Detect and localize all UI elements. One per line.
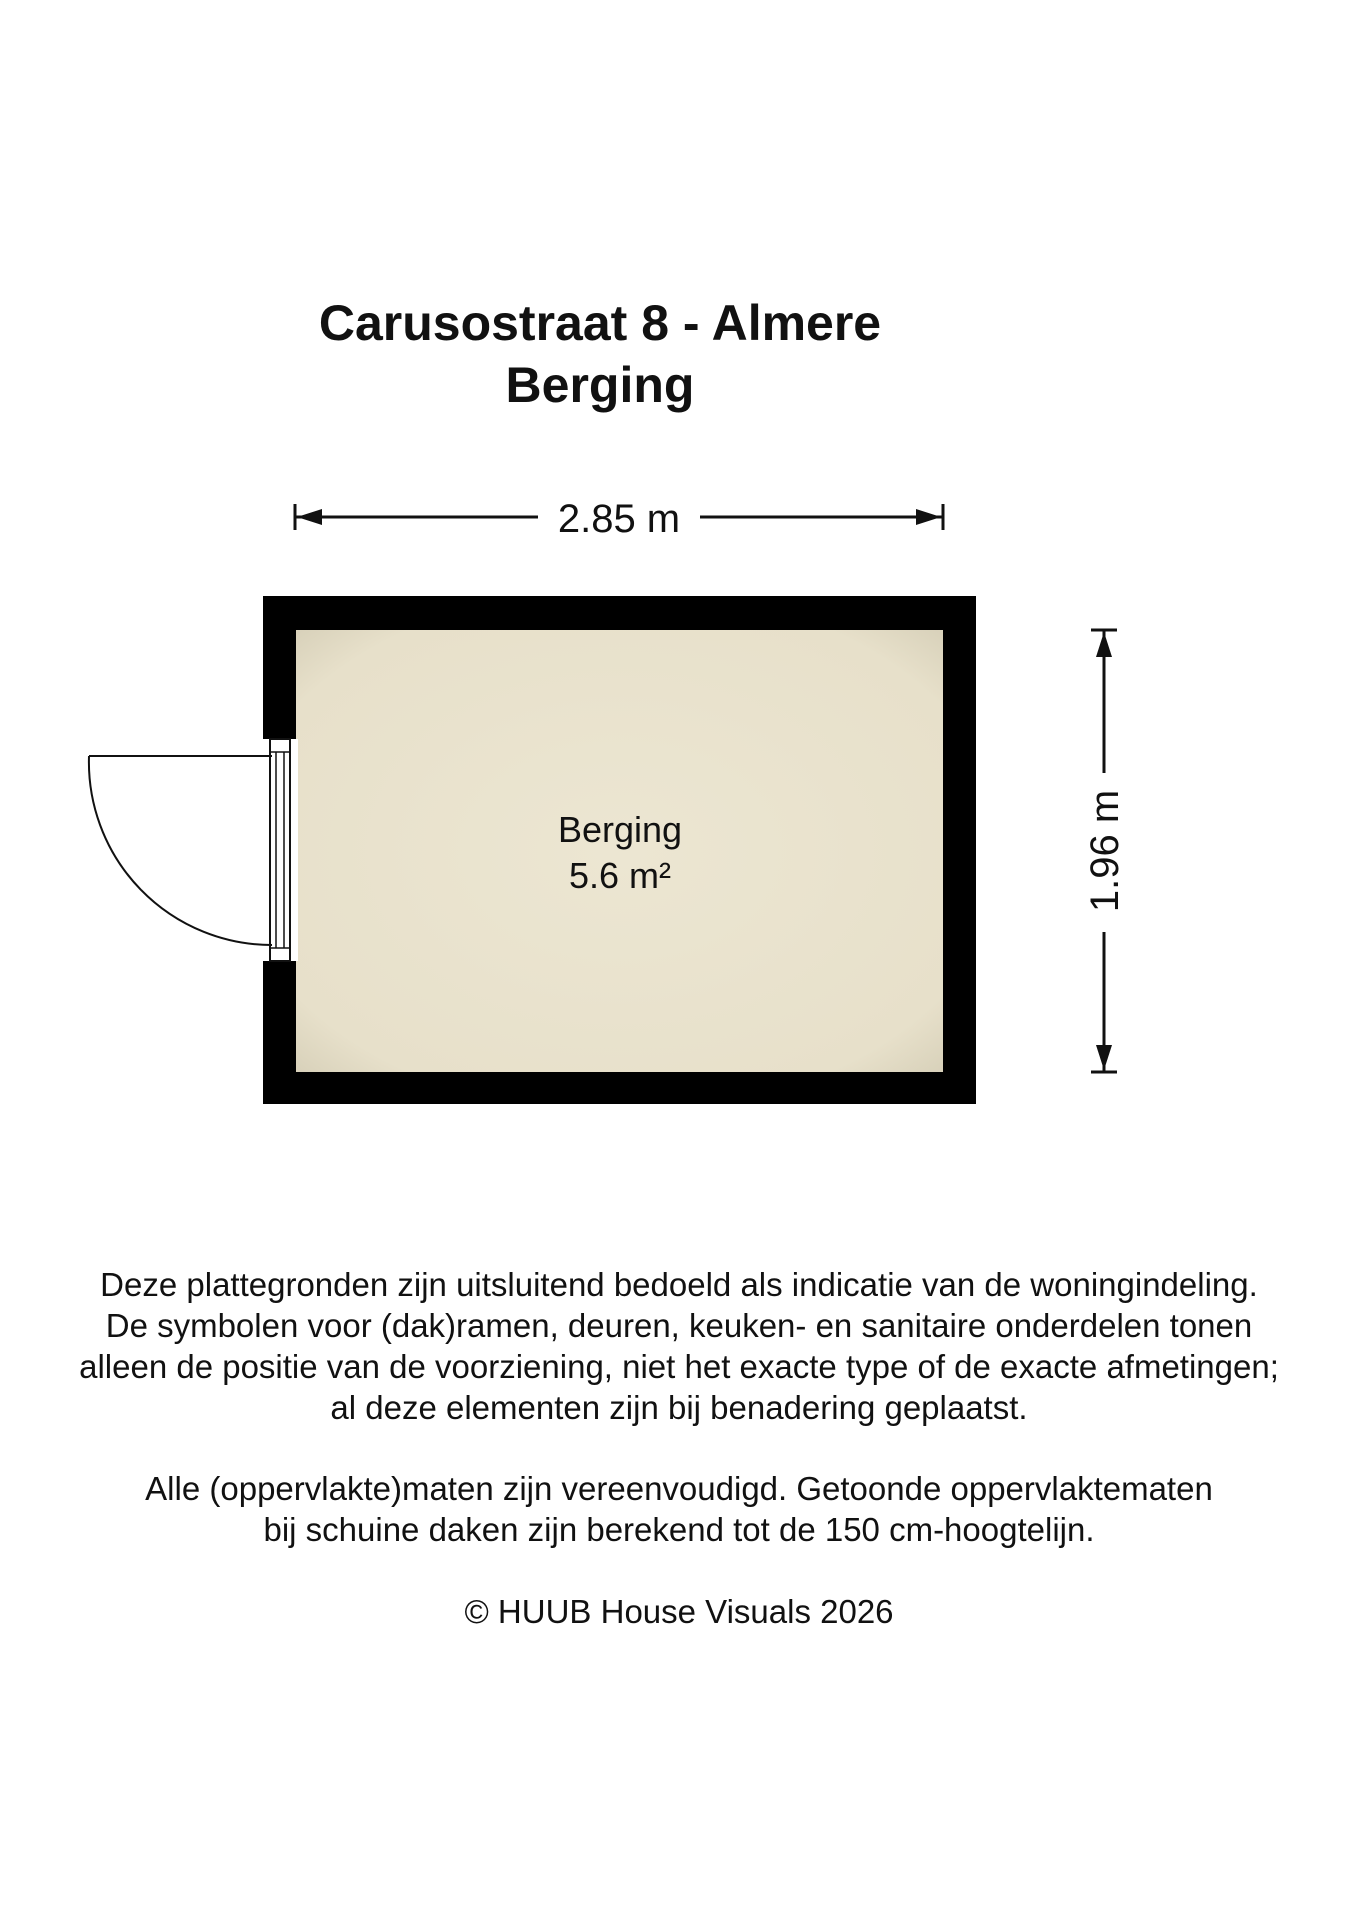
door — [89, 739, 290, 961]
copyright-notice: © HUUB House Visuals 2026 — [464, 1593, 894, 1630]
disclaimer-line: Alle (oppervlakte)maten zijn vereenvoudigd. Getoonde oppervlaktematen — [145, 1470, 1213, 1507]
disclaimer-line: Deze plattegronden zijn uitsluitend bedoeld als indicatie van de woningindeling. — [100, 1266, 1258, 1303]
depth-dimension-label: 1.96 m — [1083, 789, 1127, 913]
arrow-left-icon — [297, 509, 322, 525]
room-area: 5.6 m² — [568, 855, 672, 896]
disclaimer-line: bij schuine daken zijn berekend tot de 150 cm-hoogtelijn. — [263, 1511, 1095, 1548]
arrow-down-icon — [1096, 1045, 1112, 1070]
door-swing-arc — [89, 756, 272, 945]
room-walls — [262, 596, 976, 1104]
width-dimension-label: 2.85 m — [557, 497, 681, 541]
room-floor — [296, 630, 943, 1072]
disclaimer-paragraph-1 — [0, 1264, 1358, 1428]
disclaimer-line: al deze elementen zijn bij benadering geplaatst. — [330, 1389, 1028, 1426]
depth-dimension — [1083, 630, 1127, 1072]
arrow-right-icon — [916, 509, 941, 525]
door-frame — [270, 739, 290, 961]
disclaimer-line: De symbolen voor (dak)ramen, deuren, keuken- en sanitaire onderdelen tonen — [105, 1307, 1253, 1344]
room-name: Berging — [557, 809, 683, 850]
disclaimer-line: alleen de positie van de voorziening, niet het exacte type of de exacte afmetingen; — [79, 1348, 1279, 1385]
width-dimension — [294, 497, 943, 541]
plan-title-address: Carusostraat 8 - Almere — [318, 295, 882, 351]
arrow-up-icon — [1096, 632, 1112, 657]
plan-title-floor: Berging — [505, 357, 695, 413]
disclaimer-paragraph-2 — [0, 1468, 1358, 1550]
